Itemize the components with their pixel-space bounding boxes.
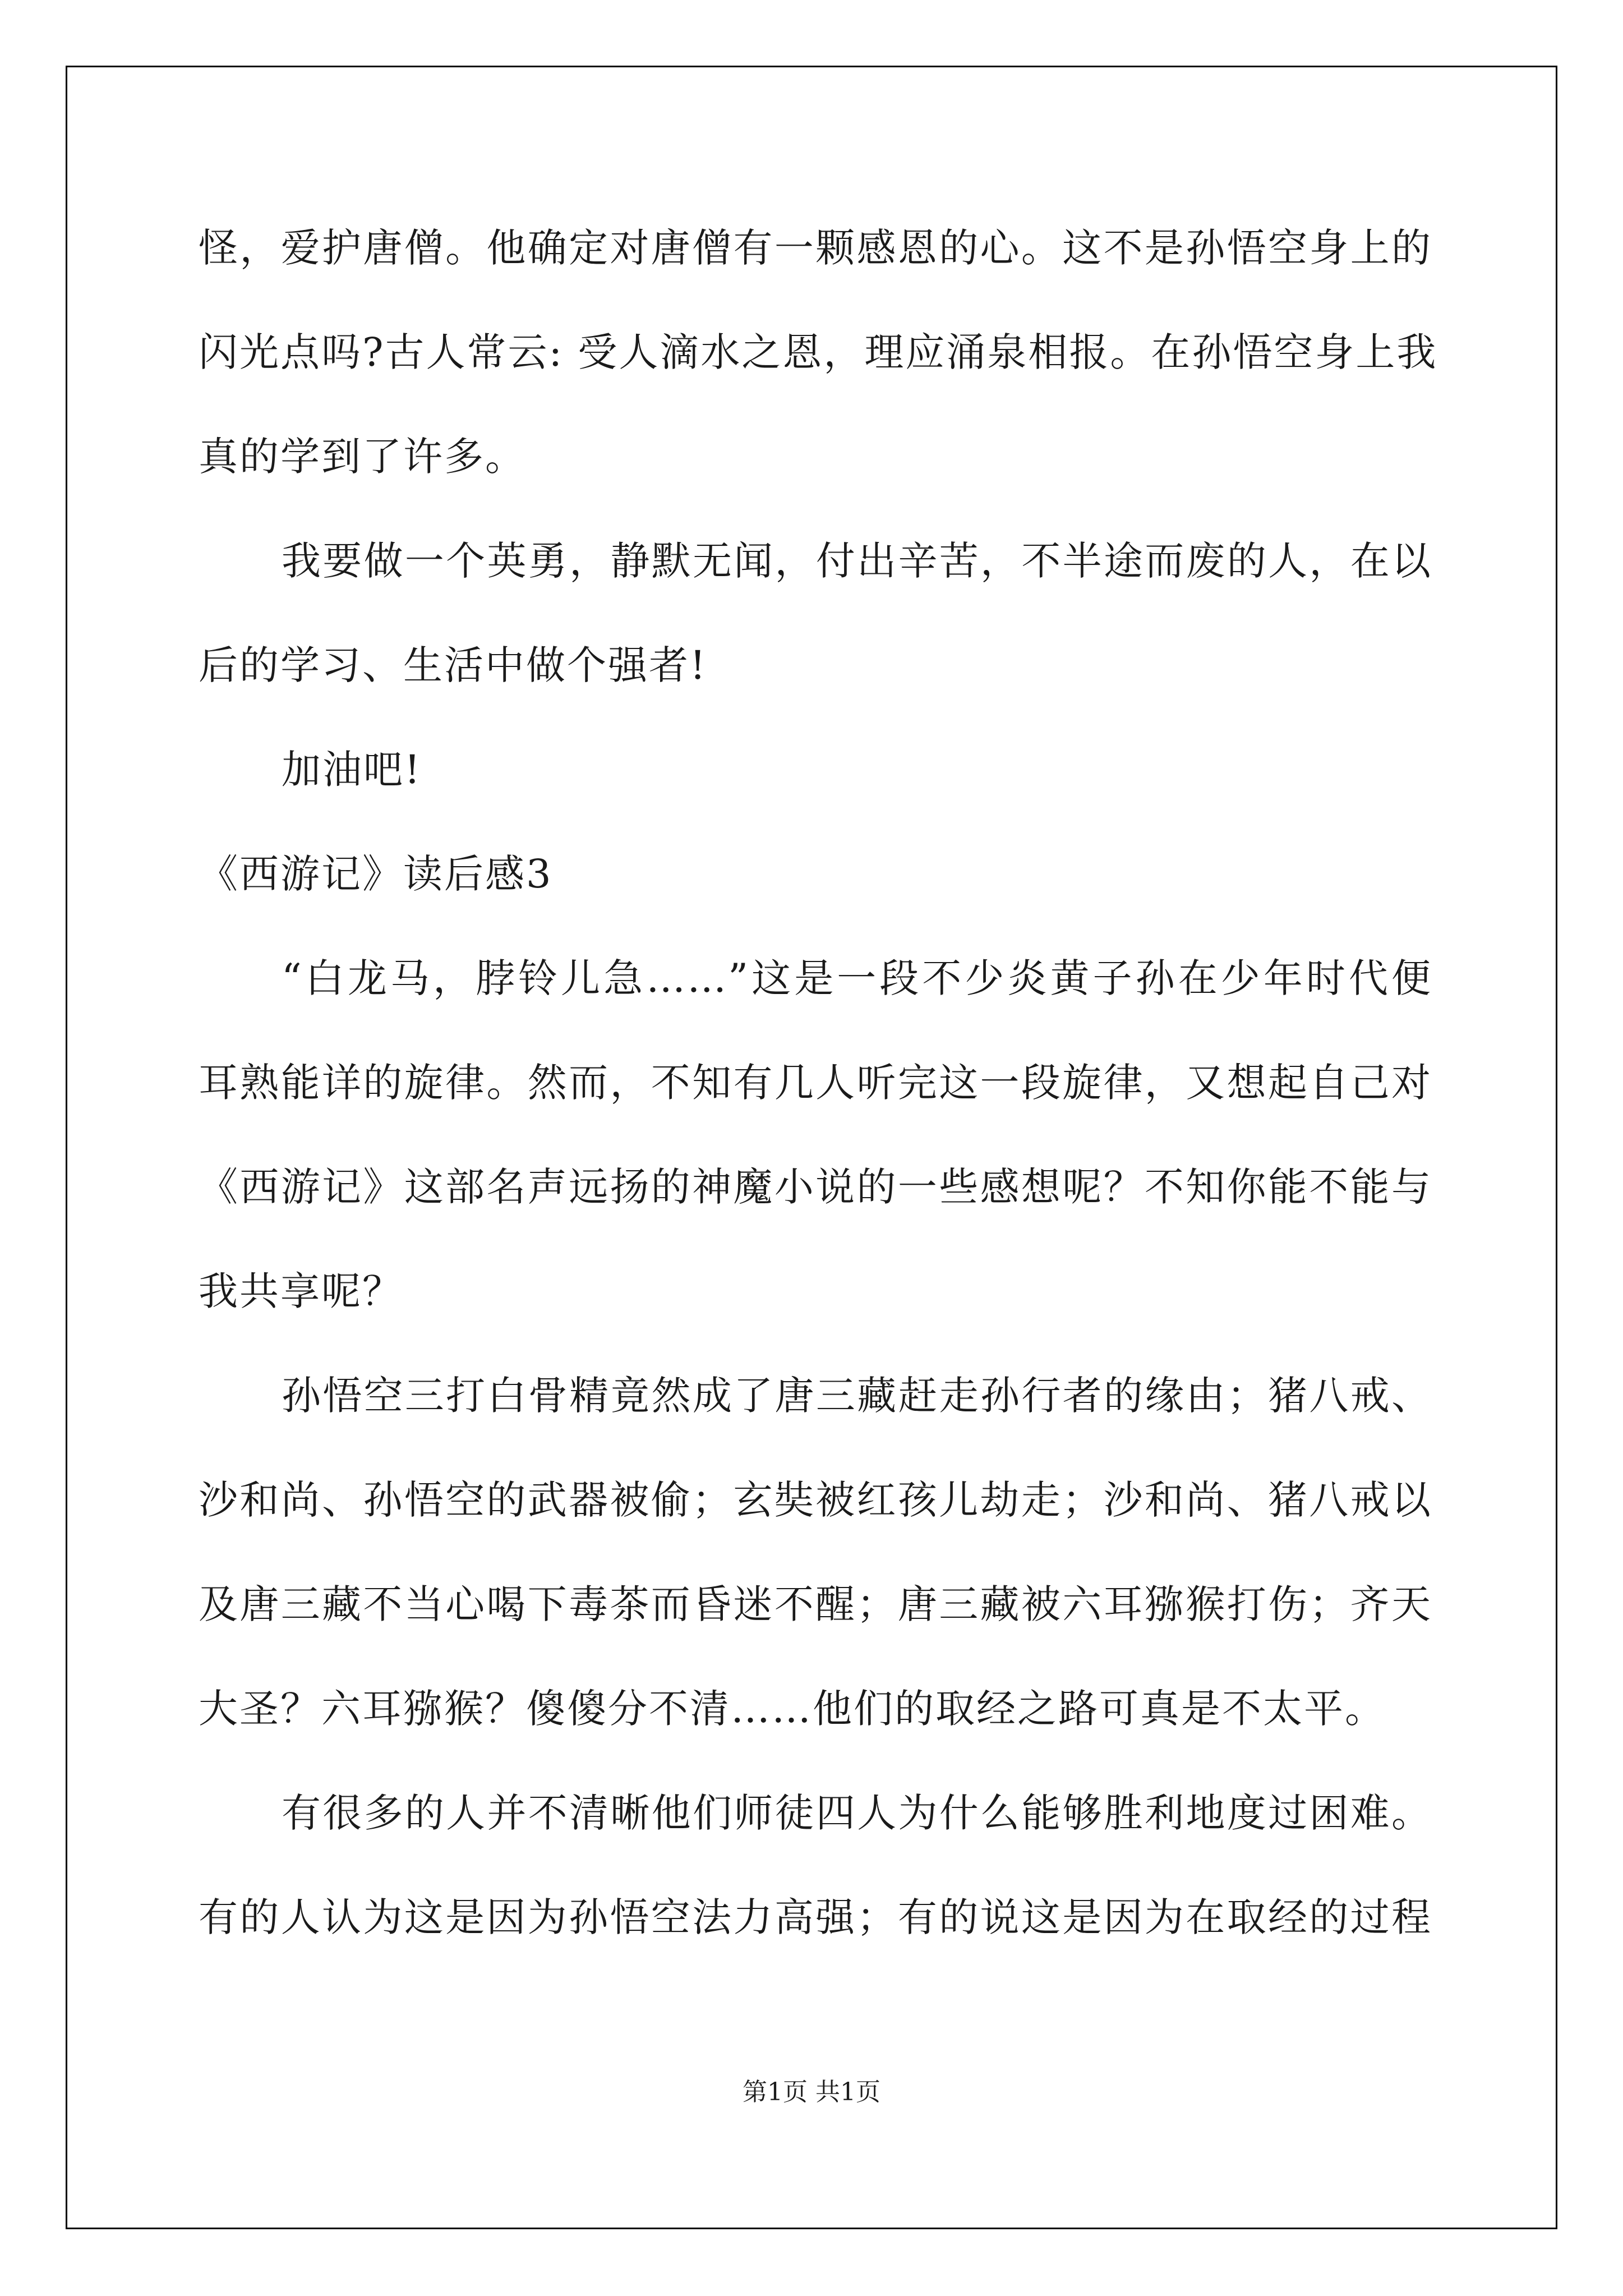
body-line: “白龙马，脖铃儿急……”这是一段不少炎黄子孙在少年时代便 [282, 955, 1432, 1001]
body-line: 我共享呢？ [199, 1268, 403, 1314]
body-line: 闪光点吗?古人常云: 受人滴水之恩，理应涌泉相报。在孙悟空身上我 [199, 329, 1438, 375]
body-line: 沙和尚、孙悟空的武器被偷；玄奘被红孩儿劫走；沙和尚、猪八戒以 [199, 1477, 1432, 1523]
body-line: 有的人认为这是因为孙悟空法力高强；有的说这是因为在取经的过程 [199, 1894, 1432, 1940]
body-line: 有很多的人并不清晰他们师徒四人为什么能够胜利地度过困难。 [282, 1790, 1432, 1836]
body-line: 孙悟空三打白骨精竟然成了唐三藏赶走孙行者的缘由；猪八戒、 [282, 1373, 1432, 1419]
body-line: 耳熟能详的旋律。然而，不知有几人听完这一段旋律，又想起自己对 [199, 1060, 1432, 1106]
section-heading: 《西游记》读后感3 [199, 851, 553, 897]
page-number-footer: 第1页 共1页 [743, 2078, 880, 2106]
body-line: 加油吧! [282, 747, 422, 793]
body-line: 怪，爱护唐僧。他确定对唐僧有一颗感恩的心。这不是孙悟空身上的 [199, 225, 1432, 271]
body-line: 大圣？六耳猕猴？傻傻分不清……他们的取经之路可真是不太平。 [199, 1686, 1386, 1732]
body-line: 我要做一个英勇，静默无闻，付出辛苦，不半途而废的人，在以 [282, 538, 1432, 584]
body-line: 及唐三藏不当心喝下毒茶而昏迷不醒；唐三藏被六耳猕猴打伤；齐天 [199, 1581, 1432, 1627]
body-line: 真的学到了许多。 [199, 434, 526, 480]
body-line: 《西游记》这部名声远扬的神魔小说的一些感想呢？不知你能不能与 [199, 1164, 1432, 1210]
body-line: 后的学习、生活中做个强者! [199, 642, 708, 688]
